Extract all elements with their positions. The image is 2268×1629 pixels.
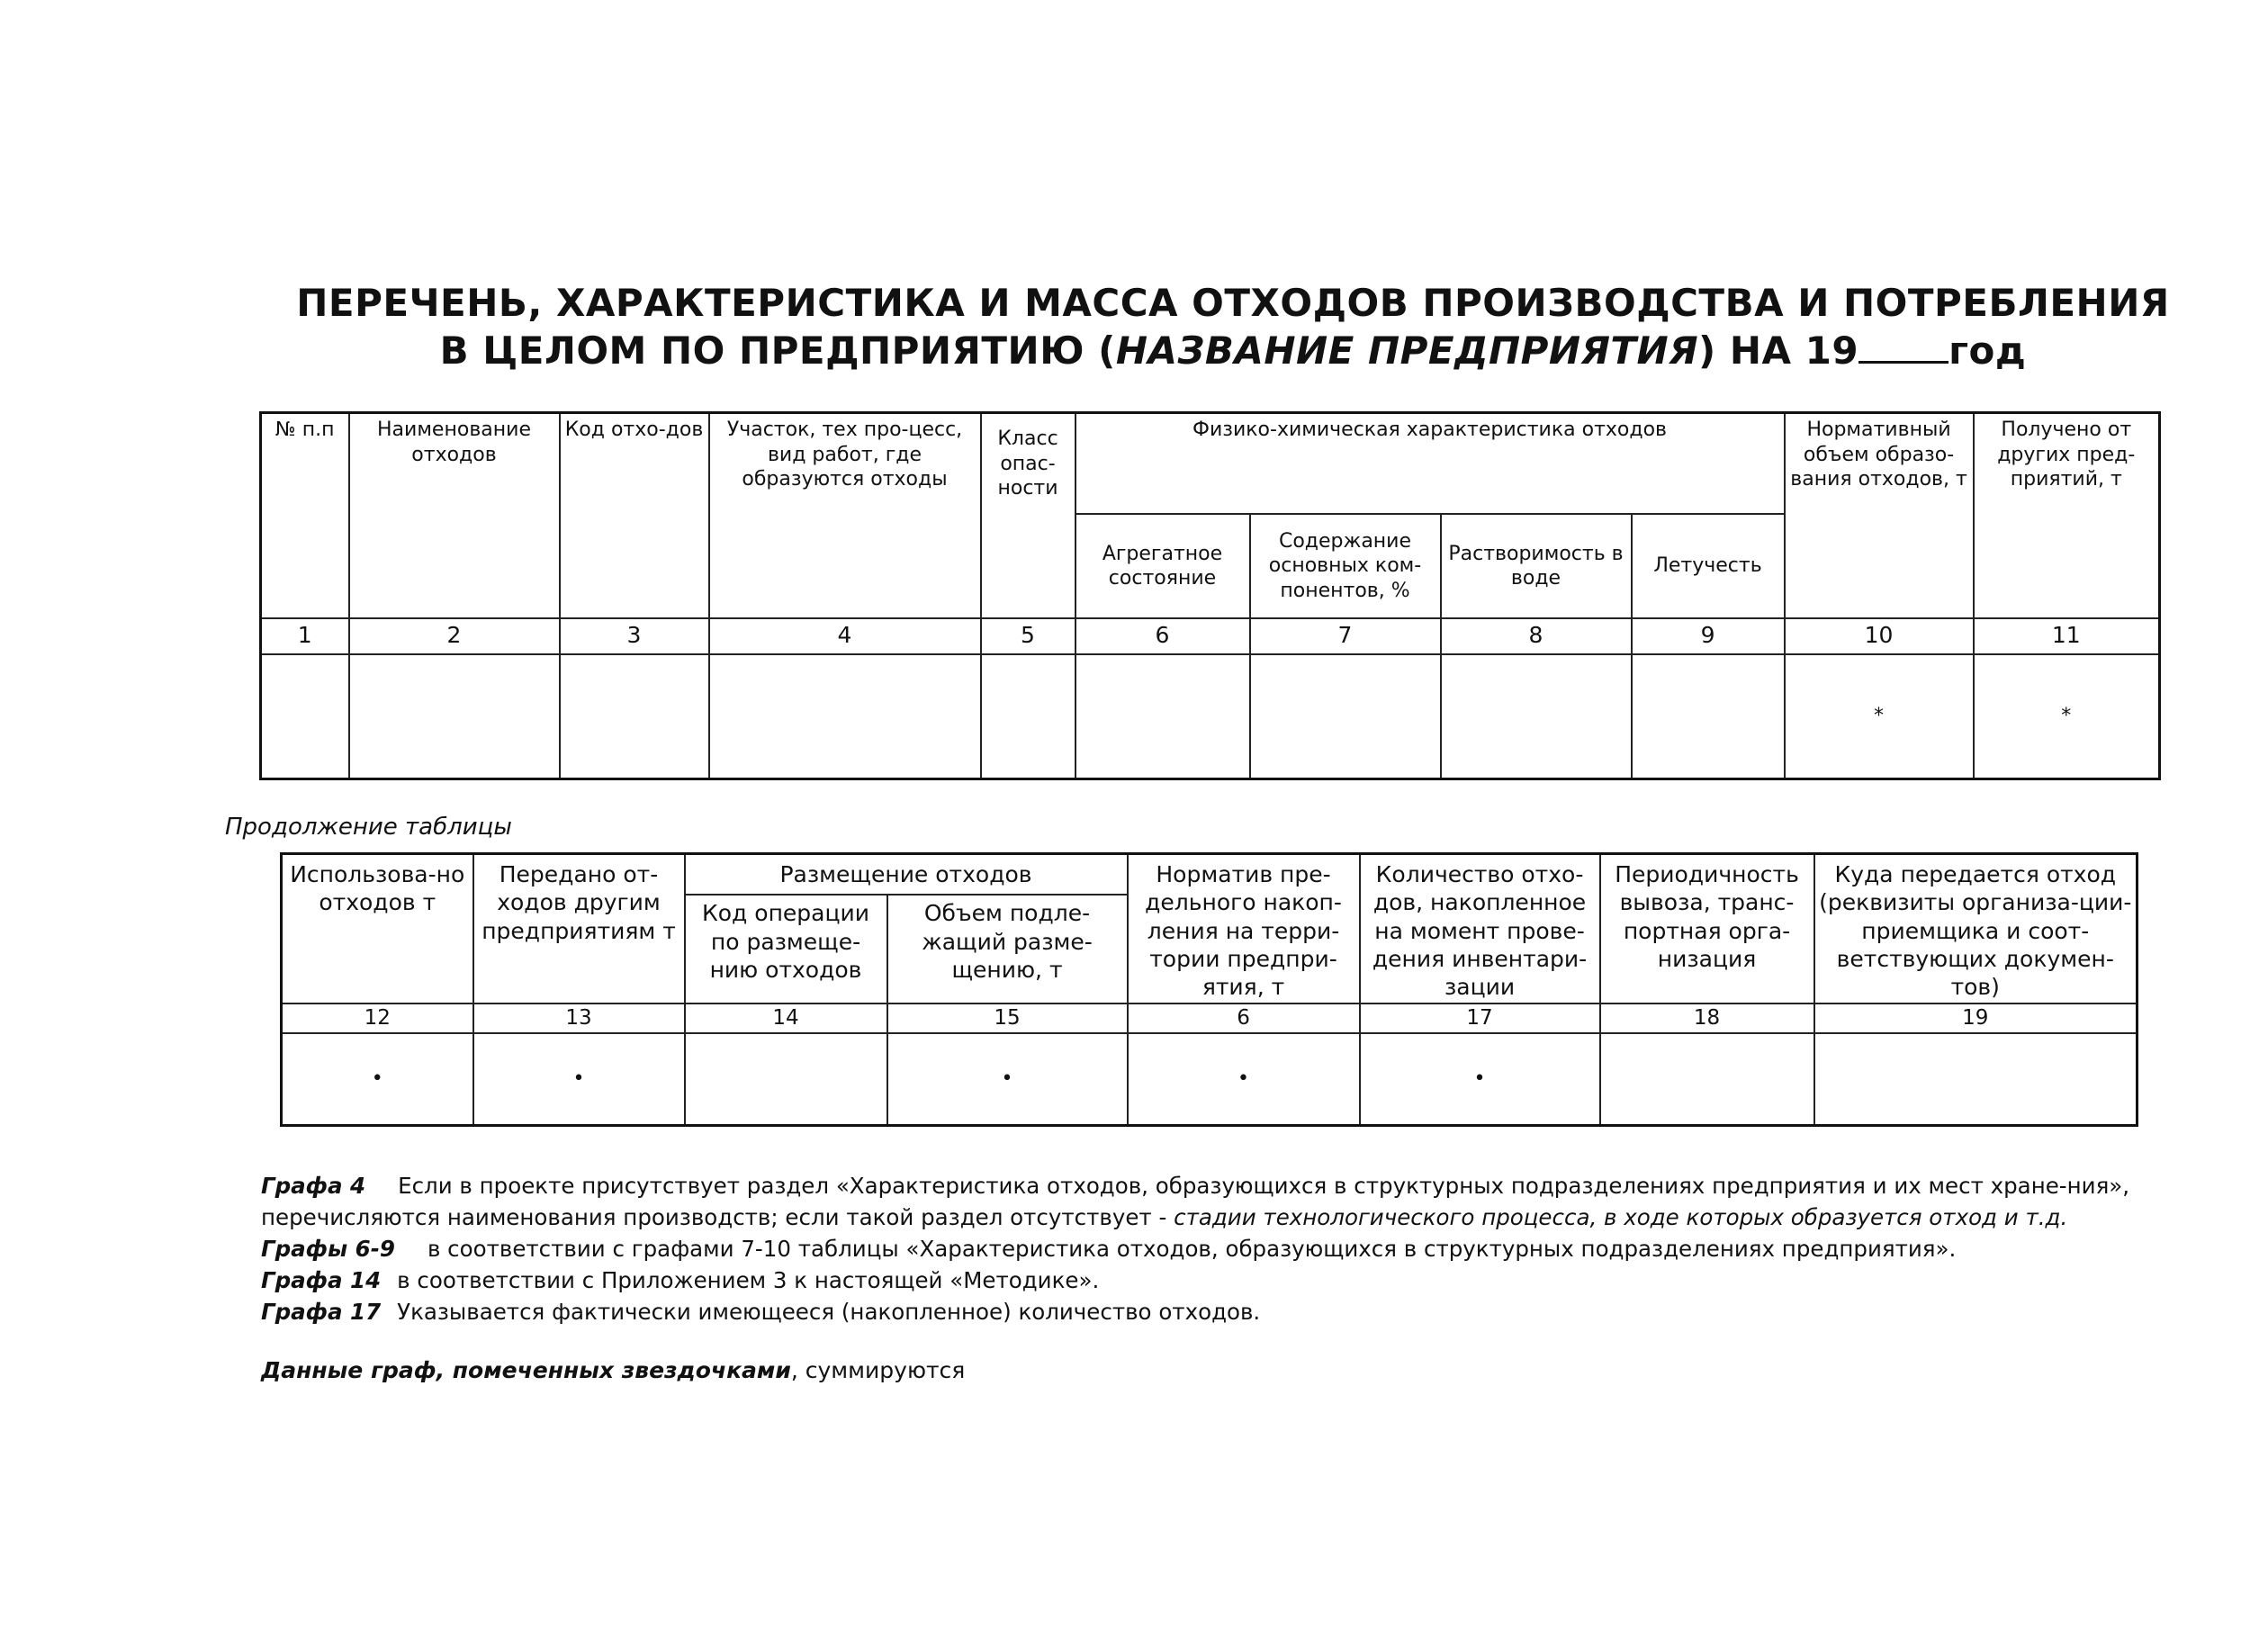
header-hazard-class: Класс опас-ности (981, 413, 1076, 619)
document-title-line2 (270, 328, 2196, 373)
waste-table-main (259, 411, 2161, 780)
header-placement-code: Код операции по размеще-нию отходов (685, 895, 887, 1004)
header-removal-frequency: Периодичность вывоза, транс-портная орга-низация (1600, 854, 1814, 1004)
note-2 (261, 1233, 2187, 1264)
table-cell (981, 654, 1076, 779)
column-number: 7 (1250, 618, 1441, 654)
header-waste-code: Код отхо-дов (560, 413, 709, 619)
table-cell (1814, 1033, 2138, 1126)
summation-note-rest: , суммируются (790, 1357, 966, 1383)
table-cell (349, 654, 560, 779)
table-cell (1441, 654, 1632, 779)
table-cell (685, 1033, 887, 1126)
column-number: 13 (473, 1004, 685, 1033)
header-accumulated-amount: Количество отхо-дов, накопленное на момент прове-дения инвентари-зации (1360, 854, 1600, 1004)
column-number: 8 (1441, 618, 1632, 654)
table-cell (709, 654, 981, 779)
header-aggregate-state: Агрегатное состояние (1076, 514, 1250, 618)
header-transferred-waste: Передано от-ходов другим предприятиям т (473, 854, 685, 1004)
bullet-cell: • (473, 1033, 685, 1126)
notes-section (261, 1170, 2187, 1328)
bullet-cell: • (282, 1033, 473, 1126)
note-label: Графы 6-9 (261, 1236, 395, 1262)
header-placement-group: Размещение отходов (685, 854, 1128, 896)
title-part-b: ) НА 19 (1698, 328, 1859, 373)
table-cell (1250, 654, 1441, 779)
column-number: 14 (685, 1004, 887, 1033)
title-part-c: год (1948, 328, 2027, 373)
note-1 (261, 1170, 2187, 1233)
header-process-area: Участок, тех про-цесс, вид работ, где образуются отходы (709, 413, 981, 619)
column-number: 17 (1360, 1004, 1600, 1033)
note-text: в соответствии с Приложением 3 к настоящей «Методике». (397, 1267, 1100, 1293)
year-blank (1858, 330, 1948, 364)
column-number: 9 (1632, 618, 1785, 654)
table-cell (1076, 654, 1250, 779)
note-text: Указывается фактически имеющееся (накопленное) количество отходов. (397, 1299, 1261, 1325)
column-number: 6 (1076, 618, 1250, 654)
table-cell (560, 654, 709, 779)
column-number: 3 (560, 618, 709, 654)
document-title-line1: ПЕРЕЧЕНЬ, ХАРАКТЕРИСТИКА И МАССА ОТХОДОВ ПРОИЗВОДСТВА И ПОТРЕБЛЕНИЯ (296, 281, 2170, 325)
note-text: в соответствии с графами 7-10 таблицы «Характеристика отходов, образующихся в структурных подразделениях предприятия». (427, 1236, 1957, 1262)
note-4 (261, 1296, 2187, 1328)
waste-table-continuation (280, 852, 2138, 1127)
header-physchem-group: Физико-химическая характеристика отходов (1076, 413, 1785, 515)
column-number: 4 (709, 618, 981, 654)
note-text: Если в проекте присутствует раздел «Характеристика отходов, образующихся в структурных подразделениях предприятия и их мест хране-ния», перечисляются наименования производств; если такой раздел отсутствует - (261, 1173, 2130, 1230)
column-number: 19 (1814, 1004, 2138, 1033)
bullet-cell: • (887, 1033, 1128, 1126)
asterisk-cell: * (1785, 654, 1974, 779)
column-number: 18 (1600, 1004, 1814, 1033)
column-number: 5 (981, 618, 1076, 654)
header-received-from-others: Получено от других пред-приятий, т (1974, 413, 2160, 619)
header-accumulation-limit: Норматив пре-дельного накоп-ления на терри-тории предпри-ятия, т (1128, 854, 1360, 1004)
column-number: 10 (1785, 618, 1974, 654)
header-volatility: Летучесть (1632, 514, 1785, 618)
header-placement-volume: Объем подле-жащий разме-щению, т (887, 895, 1128, 1004)
column-number: 2 (349, 618, 560, 654)
asterisk-cell: * (1974, 654, 2160, 779)
note-label: Графа 17 (261, 1299, 382, 1325)
header-solubility: Растворимость в воде (1441, 514, 1632, 618)
header-main-components: Содержание основных ком-понентов, % (1250, 514, 1441, 618)
table-cell (1632, 654, 1785, 779)
table-cell (261, 654, 349, 779)
header-waste-name: Наименование отходов (349, 413, 560, 619)
note-label: Графа 14 (261, 1267, 382, 1293)
bullet-cell: • (1360, 1033, 1600, 1126)
header-transfer-destination: Куда передается отход (реквизиты организа-ции-приемщика и соот-ветствующих докумен-тов) (1814, 854, 2138, 1004)
summation-note-bold: Данные граф, помеченных звездочками (261, 1357, 791, 1383)
column-number: 15 (887, 1004, 1128, 1033)
column-number: 6 (1128, 1004, 1360, 1033)
title-company-name: НАЗВАНИЕ ПРЕДПРИЯТИЯ (1115, 328, 1699, 373)
note-3 (261, 1264, 2187, 1296)
bullet-cell: • (1128, 1033, 1360, 1126)
header-normative-volume: Нормативный объем образо-вания отходов, т (1785, 413, 1974, 619)
title-part-a: В ЦЕЛОМ ПО ПРЕДПРИЯТИЮ ( (439, 328, 1116, 373)
header-used-waste: Использова-но отходов т (282, 854, 473, 1004)
note-label: Графа 4 (261, 1173, 366, 1199)
table-cell (1600, 1033, 1814, 1126)
header-row-number: № п.п (261, 413, 349, 619)
column-number: 12 (282, 1004, 473, 1033)
note-italic-text: стадии технологического процесса, в ходе которых образуется отход и т.д. (1174, 1204, 2068, 1230)
column-number: 1 (261, 618, 349, 654)
continuation-label: Продолжение таблицы (225, 814, 512, 841)
column-number: 11 (1974, 618, 2160, 654)
summation-note (261, 1357, 965, 1383)
